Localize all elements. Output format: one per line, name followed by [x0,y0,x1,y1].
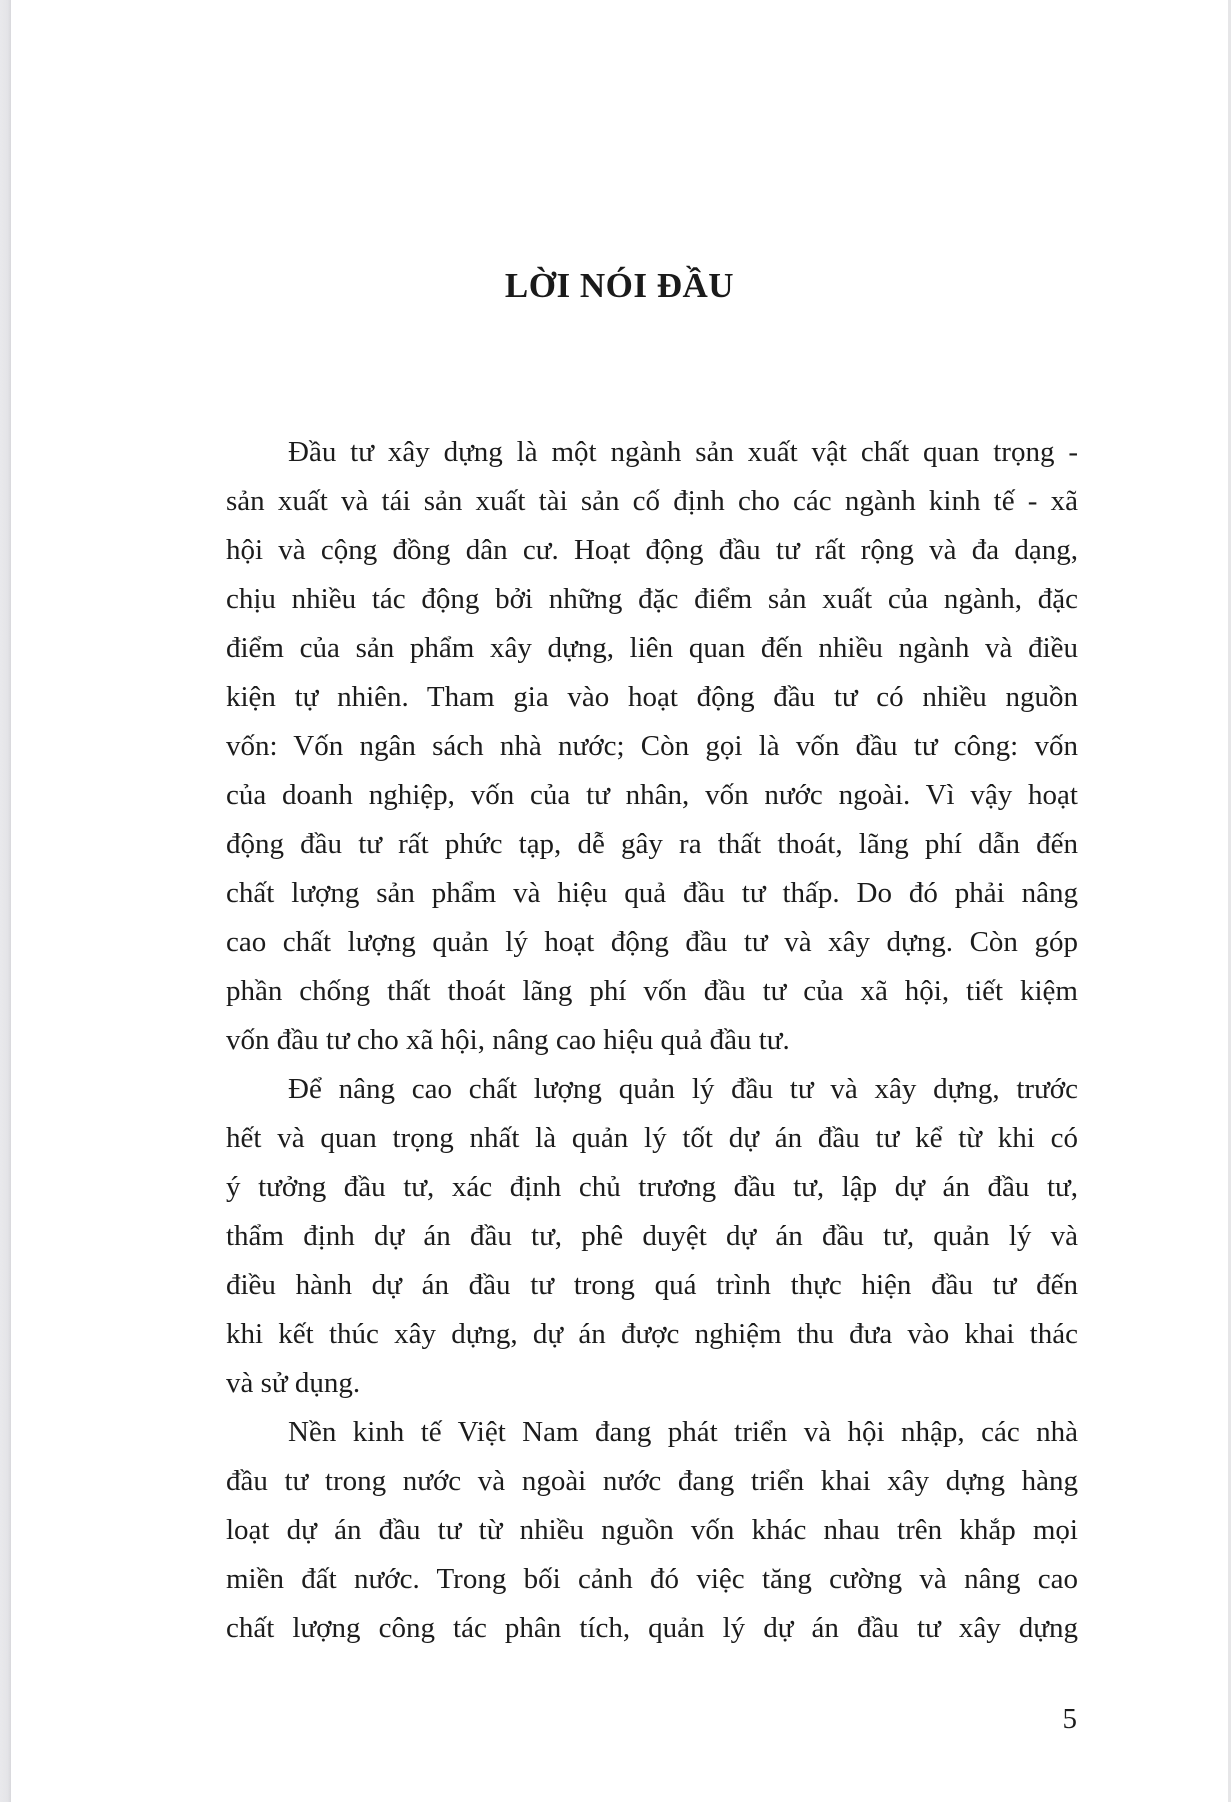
body-text [164,428,1078,1653]
text-line: hội và cộng đồng dân cư. Hoạt động đầu tư rất rộng và đa dạng, [226,534,1078,566]
text-line: phần chống thất thoát lãng phí vốn đầu tư của xã hội, tiết kiệm [226,975,1078,1007]
text-line: vốn: Vốn ngân sách nhà nước; Còn gọi là vốn đầu tư công: vốn [226,730,1078,762]
text-line: điểm của sản phẩm xây dựng, liên quan đến nhiều ngành và điều [226,632,1078,664]
paragraph-2 [164,1065,1078,1408]
paragraph-1 [164,428,1078,1065]
text-line: sản xuất và tái sản xuất tài sản cố định cho các ngành kinh tế - xã [226,485,1078,517]
text-line: Nền kinh tế Việt Nam đang phát triển và hội nhập, các nhà [288,1416,1078,1448]
text-line: chất lượng công tác phân tích, quản lý dự án đầu tư xây dựng [226,1612,1078,1644]
text-line: điều hành dự án đầu tư trong quá trình thực hiện đầu tư đến [226,1269,1078,1301]
text-line: và sử dụng. [226,1367,361,1399]
text-line: chịu nhiều tác động bởi những đặc điểm sản xuất của ngành, đặc [226,583,1078,615]
paragraph-3 [164,1408,1078,1653]
text-line: kiện tự nhiên. Tham gia vào hoạt động đầu tư có nhiều nguồn [226,681,1078,713]
book-page [11,0,1228,1802]
page-left-edge-shadow [0,0,11,1802]
text-line: thẩm định dự án đầu tư, phê duyệt dự án đầu tư, quản lý và [226,1220,1078,1252]
text-line: miền đất nước. Trong bối cảnh đó việc tăng cường và nâng cao [226,1563,1078,1595]
text-line: khi kết thúc xây dựng, dự án được nghiệm thu đưa vào khai thác [226,1318,1078,1350]
text-line: động đầu tư rất phức tạp, dễ gây ra thất thoát, lãng phí dẫn đến [226,828,1078,860]
text-line: hết và quan trọng nhất là quản lý tốt dự án đầu tư kể từ khi có [226,1122,1078,1154]
page-number: 5 [1062,1703,1077,1735]
text-line: Đầu tư xây dựng là một ngành sản xuất vật chất quan trọng - [288,436,1078,468]
text-line: ý tưởng đầu tư, xác định chủ trương đầu tư, lập dự án đầu tư, [226,1171,1078,1203]
page-title: LỜI NÓI ĐẦU [504,266,735,305]
text-line: của doanh nghiệp, vốn của tư nhân, vốn nước ngoài. Vì vậy hoạt [226,779,1078,811]
text-line: cao chất lượng quản lý hoạt động đầu tư và xây dựng. Còn góp [226,926,1078,958]
text-line: đầu tư trong nước và ngoài nước đang triển khai xây dựng hàng [226,1465,1078,1497]
text-line: chất lượng sản phẩm và hiệu quả đầu tư thấp. Do đó phải nâng [226,877,1078,909]
text-line: vốn đầu tư cho xã hội, nâng cao hiệu quả đầu tư. [226,1024,790,1056]
text-line: Để nâng cao chất lượng quản lý đầu tư và xây dựng, trước [288,1073,1078,1105]
text-line: loạt dự án đầu tư từ nhiều nguồn vốn khác nhau trên khắp mọi [226,1514,1078,1546]
